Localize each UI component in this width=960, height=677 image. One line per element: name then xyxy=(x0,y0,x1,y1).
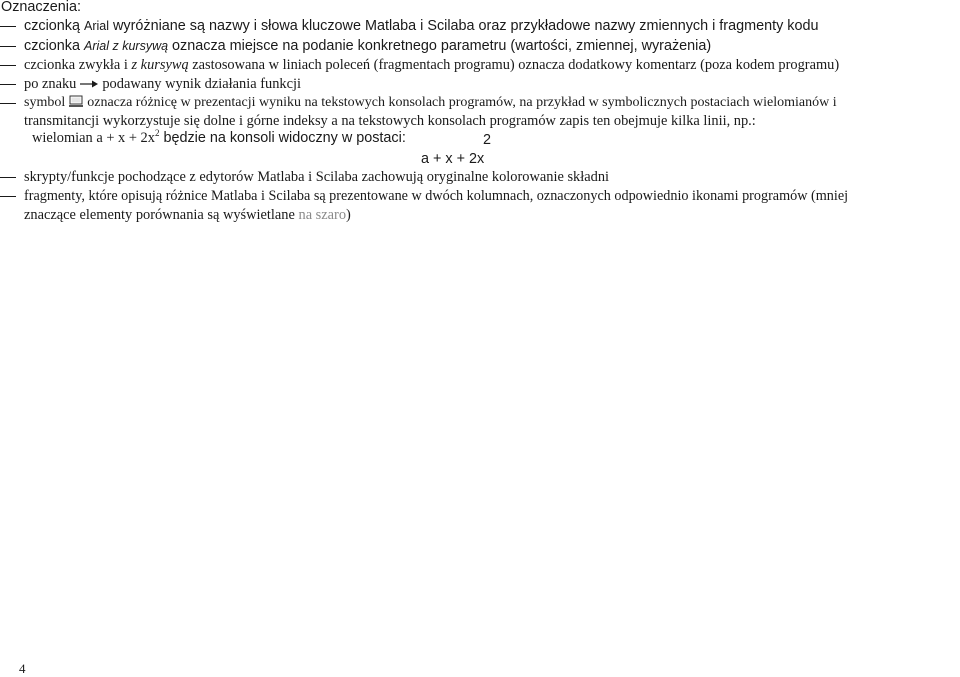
bullet-dash xyxy=(0,177,16,178)
item-text: fragmenty, które opisują różnice Matlaba i Scilaba są prezentowane w dwóch kolumnach, oznaczonych odpowiednio ikonami programów (mniej xyxy=(24,188,849,204)
bullet-dash xyxy=(0,26,16,27)
console-formula: a + x + 2x xyxy=(421,151,485,167)
item-text-part: zastosowana w liniach poleceń (fragmentach programu) oznacza dodatkowy komentarz (poza kodem programu) xyxy=(188,57,840,73)
bullet-dash xyxy=(0,65,16,66)
item-text-part: po znaku xyxy=(24,76,77,92)
item-text-part: oznacza różnicę w prezentacji wyniku na tekstowych konsolach programów, na przykład w symbolicznych postaciach wielomianów i xyxy=(87,95,837,110)
item-text-part: oznacza miejsce na podanie konkretnego parametru (wartości, zmiennej, wyrażenia) xyxy=(168,38,712,54)
item-text-part: wyróżniane są nazwy i słowa kluczowe Matlaba i Scilaba oraz przykładowe nazwy zmiennych i fragmenty kodu xyxy=(109,18,819,34)
item-text xyxy=(24,94,837,114)
formula-line xyxy=(32,129,406,147)
arial-italic-sample: Arial z kursywą xyxy=(84,39,169,53)
item-text xyxy=(24,75,301,94)
gray-text-sample: na szaro xyxy=(298,207,347,223)
formula-text: będzie na konsoli widoczny w postaci: xyxy=(159,130,406,146)
arial-sample: Arial xyxy=(84,19,110,33)
bullet-dash xyxy=(0,46,16,47)
item-text-part: symbol xyxy=(24,95,66,110)
item-text-part: czcionka xyxy=(24,38,84,54)
item-text: skrypty/funkcje pochodzące z edytorów Matlaba i Scilaba zachowują oryginalne kolorowanie składni xyxy=(24,169,610,185)
bullet-dash xyxy=(0,84,16,85)
item-text-part: podawany wynik działania funkcji xyxy=(102,76,301,92)
item-text xyxy=(24,56,839,74)
heading: Oznaczenia: xyxy=(1,0,81,15)
item-text xyxy=(24,17,818,35)
bullet-dash xyxy=(0,103,16,104)
item-text-part: ) xyxy=(346,207,351,223)
arrow-right-icon xyxy=(78,76,100,94)
item-text-part: czcionką xyxy=(24,18,84,34)
item-text-part: czcionka zwykła i xyxy=(24,57,132,73)
item-text-part: znaczące elementy porównania są wyświetlane xyxy=(24,207,299,223)
italic-sample: z kursywą xyxy=(131,57,189,73)
page-number: 4 xyxy=(19,661,26,676)
bullet-dash xyxy=(0,196,16,197)
item-continuation xyxy=(24,206,351,224)
formula-text: wielomian a + x + 2x xyxy=(32,130,155,146)
exponent: 2 xyxy=(154,128,160,138)
item-continuation: transmitancji wykorzystuje się dolne i górne indeksy a na tekstowych konsolach programów zapis ten obejmuje kilka linii, np.: xyxy=(24,113,756,129)
console-exponent: 2 xyxy=(483,132,492,148)
item-text xyxy=(24,37,711,55)
